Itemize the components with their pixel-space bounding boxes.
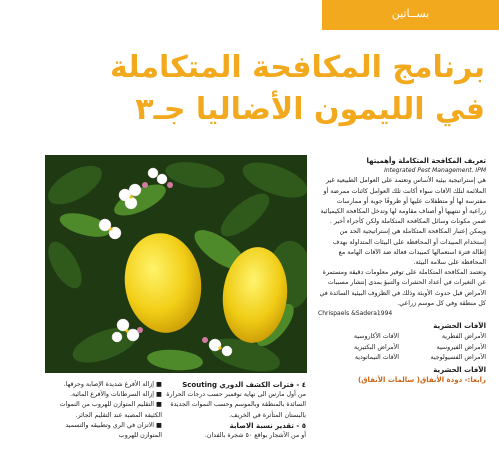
scouting-text: من أول مارس الى نهاية نوفمبر حسب درجات الحرارة السائدة بالمنطقة وبالموسم وحسب النموات الجديدة بالبستان المتأثرة في الخريف. [166, 391, 306, 419]
pest-category: الأمراض الفيروسية [436, 343, 486, 351]
infestation-text: أو من الأشجار بواقع ٥٠ شجرة بالفدان. [204, 432, 306, 440]
scouting-heading: ٤ - فترات الكشف الدوري Scouting [182, 381, 306, 389]
section-label: بســاتين [322, 0, 499, 28]
lower-middle-column [166, 380, 306, 441]
pest-category: الآفات النيماتودية [354, 353, 399, 361]
leaf-miner-heading: رابعا:- دودة الأنفاق( سالمات الأنفاق) [358, 376, 486, 385]
insect-pests-heading: الآفات الحشرية [433, 366, 486, 375]
infestation-heading: ٥ - تقدير نسبة الاصابة [229, 421, 306, 430]
bullet-text: الاتزان في الري وتطبيقه والتسميد المتوازن للهروب [65, 421, 162, 440]
bullet-text: إزالة السرطانات والأفرع المائية. [70, 391, 155, 399]
bullet-text: التقليم المتوازن للهروب من النموات الكثيفة المصبة عند التقليم الجائر. [59, 401, 162, 419]
bullet-text: إزالة الأفرع شديدة الإصابة وحرقها. [63, 381, 155, 388]
pest-category: الأمراض البكتيرية [353, 343, 399, 351]
pest-category: الأمراض الفسيولوجية [430, 353, 486, 361]
article-title-line2: في الليمون الأضاليا جـ٣ [135, 92, 485, 127]
lower-left-column [46, 380, 162, 441]
pests-heading: الآفات الحشرية [433, 322, 486, 331]
pest-category: الآفات الأكاروسية [353, 333, 399, 341]
pest-category: الأمراض الفطرية [441, 333, 486, 341]
bullet-item: ■ الاتزان في الري وتطبيقه والتسميد المتوازن للهروب [65, 421, 162, 440]
pest-categories-grid [318, 332, 486, 363]
ipm-heading: تعريف المكافحة المتكاملة وأهميتها [366, 157, 486, 165]
ipm-heading-latin: Integrated Pest Management. IPM [384, 167, 486, 175]
bullet-item: ■ التقليم المتوازن للهروب من النموات الكثيفة المصبة عند التقليم الجائر. [59, 401, 162, 419]
section-rule [322, 28, 499, 30]
bullet-item: ■ إزالة الأفرع شديدة الإصابة وحرقها. [63, 381, 162, 388]
article-title-line1: برنامج المكافحة المتكاملة [110, 50, 485, 85]
bullet-item: ■ إزالة السرطانات والأفرع المائية. [70, 391, 162, 399]
paragraph-2: ويمكن إعتبار المكافحة المتكاملة هي إستراتيجية الحد من إستخدام المبيدات أو المحافظة على البيئات المتداولة بهدف إطالة فترة استعمالها كمبيدات فعالة ضد الآفات الهامة مع المحافظة على سلامة البيئة. [332, 228, 486, 267]
right-column [318, 156, 486, 385]
lemon-tree-photo [45, 155, 307, 373]
citation: Chrispaels &Sadera1994 [318, 310, 393, 318]
paragraph-1: هي إستراتيجية بيئية الأساس وتعتمد على العوامل الطبيعية غير الملائمة لتلك الآفات سواء أكانت تلك العوامل كائنات ممرضة أو مفترسة لها أو متطفلات عليها أو ظروفًا جوية أو ممارسات زراعية أو تنتهيها أو أصناف مقاومة لها وتدخل المكافحة الكيميائية ضمن مكونات وسائل المكافحة المتكاملة ولكن كأجراء أخير . [320, 177, 486, 226]
paragraph-3: وتعتمد المكافحة المتكاملة على توفير معلومات دقيقة ومستمرة عن التغيرات في أعداد الحشرات والتنبؤ بمدى إنتشار مسببات الأمراض قبل حدوث الأوبئة وذلك في الظروف البيئية السائدة في كل منطقة وفي كل موسم زراعي. [319, 269, 486, 307]
